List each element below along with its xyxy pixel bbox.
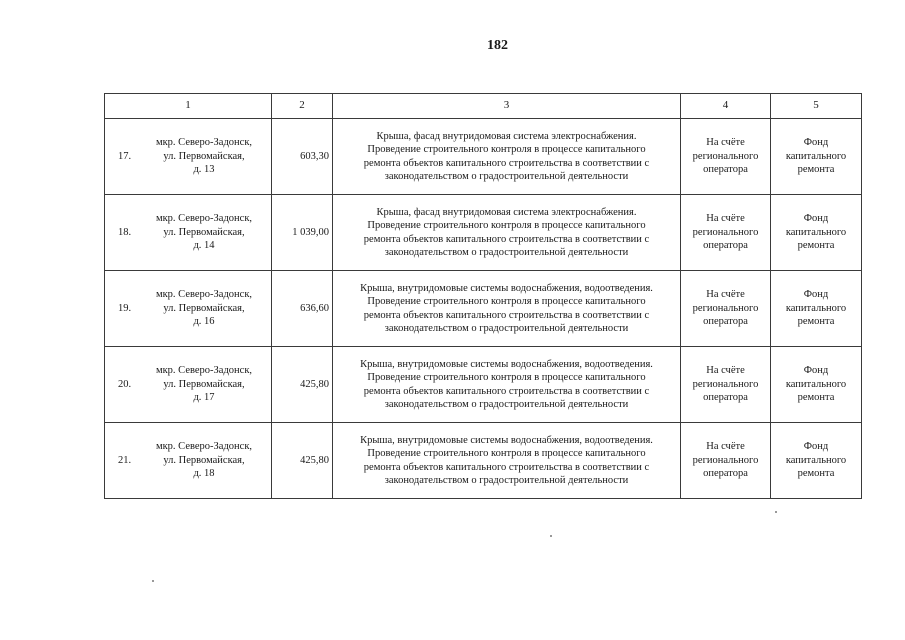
header-cell-2: 2: [272, 94, 333, 119]
work-description-line: ремонта объектов капитального строительства в соответствии с: [363, 461, 650, 473]
header-cell-4: 4: [681, 94, 771, 119]
work-description-line: Крыша, фасад внутридомовая система электроснабжения.: [376, 206, 637, 218]
address-line: ул. Первомайская,: [163, 378, 245, 390]
address-line: мкр. Северо-Задонск,: [155, 289, 253, 301]
header-row: [105, 94, 862, 119]
funding-source-line: ремонта: [797, 164, 835, 176]
address-cell: [105, 423, 272, 499]
funding-source-line: ремонта: [797, 316, 835, 328]
account-line: На счёте: [706, 365, 745, 377]
address-line: мкр. Северо-Задонск,: [155, 137, 253, 149]
funding-source-line: капитального: [785, 226, 847, 238]
scan-speck: [775, 511, 777, 513]
address-line: д. 17: [193, 392, 215, 404]
work-description-line: Крыша, внутридомовые системы водоснабжения, водоотведения.: [360, 358, 653, 370]
work-description-line: Крыша, внутридомовые системы водоснабжения, водоотведения.: [360, 434, 653, 446]
account-line: регионального: [692, 226, 759, 238]
funding-source-line: ремонта: [797, 468, 835, 480]
funding-source-line: Фонд: [803, 441, 829, 453]
area-cell: 636,60: [272, 271, 333, 347]
work-description-line: ремонта объектов капитального строительства в соответствии с: [363, 309, 650, 321]
address-line: д. 14: [193, 240, 215, 252]
address-line: д. 16: [193, 316, 215, 328]
funding-source-line: капитального: [785, 378, 847, 390]
account-cell: [681, 423, 771, 499]
address: [148, 212, 268, 253]
address: [148, 288, 268, 329]
account-line: оператора: [703, 468, 748, 480]
address-cell: [105, 347, 272, 423]
funding-source-line: Фонд: [803, 289, 829, 301]
table-row: [105, 271, 862, 347]
account-line: оператора: [703, 316, 748, 328]
account-line: На счёте: [706, 441, 745, 453]
work-description-line: Проведение строительного контроля в процессе капитального: [367, 144, 646, 155]
address-line: д. 18: [193, 468, 215, 480]
work-description-line: законодательством о градостроительной деятельности: [384, 323, 629, 334]
address-line: мкр. Северо-Задонск,: [155, 441, 253, 453]
header-cell-5: 5: [771, 94, 862, 119]
work-description-line: Проведение строительного контроля в процессе капитального: [367, 448, 646, 459]
row-number: 17.: [118, 150, 132, 162]
account-line: оператора: [703, 240, 748, 252]
row-number: 20.: [118, 378, 132, 390]
work-description-line: ремонта объектов капитального строительства в соответствии с: [363, 157, 650, 169]
funding-source-line: ремонта: [797, 392, 835, 404]
address-cell: [105, 119, 272, 195]
address-cell: [105, 271, 272, 347]
work-description-line: Проведение строительного контроля в процессе капитального: [367, 220, 646, 231]
account-cell: [681, 347, 771, 423]
header-cell-1: 1: [105, 94, 272, 119]
account-line: На счёте: [706, 213, 745, 225]
account-line: оператора: [703, 164, 748, 176]
work-description-line: законодательством о градостроительной деятельности: [384, 247, 629, 258]
account-line: На счёте: [706, 289, 745, 301]
address-line: ул. Первомайская,: [163, 454, 245, 466]
work-description-cell: [333, 347, 681, 423]
account-line: На счёте: [706, 137, 745, 149]
address-line: мкр. Северо-Задонск,: [155, 213, 253, 225]
work-description-line: Крыша, фасад внутридомовая система электроснабжения.: [376, 130, 637, 142]
account-line: регионального: [692, 150, 759, 162]
account-cell: [681, 195, 771, 271]
funding-source-line: капитального: [785, 454, 847, 466]
work-description-line: законодательством о градостроительной деятельности: [384, 475, 629, 486]
page-number: 182: [487, 38, 508, 53]
scan-speck: [550, 535, 552, 537]
work-description-line: ремонта объектов капитального строительства в соответствии с: [363, 385, 650, 397]
work-description-line: Проведение строительного контроля в процессе капитального: [367, 372, 646, 383]
area-cell: 1 039,00: [272, 195, 333, 271]
address-line: ул. Первомайская,: [163, 226, 245, 238]
work-description-line: законодательством о градостроительной деятельности: [384, 171, 629, 182]
table-row: [105, 347, 862, 423]
funding-source-cell: [771, 271, 862, 347]
area-cell: 425,80: [272, 423, 333, 499]
funding-source-cell: [771, 423, 862, 499]
work-description-line: Крыша, внутридомовые системы водоснабжения, водоотведения.: [360, 282, 653, 294]
funding-source-cell: [771, 119, 862, 195]
account-line: регионального: [692, 302, 759, 314]
address: [148, 440, 268, 481]
table-row: [105, 195, 862, 271]
table-row: [105, 119, 862, 195]
table-row: [105, 423, 862, 499]
area-cell: 603,30: [272, 119, 333, 195]
work-description-line: законодательством о градостроительной деятельности: [384, 399, 629, 410]
work-description-cell: [333, 195, 681, 271]
account-line: регионального: [692, 454, 759, 466]
account-cell: [681, 271, 771, 347]
funding-source-line: Фонд: [803, 213, 829, 225]
funding-source-line: Фонд: [803, 137, 829, 149]
works-table: [104, 93, 862, 499]
address-line: д. 13: [193, 164, 215, 176]
funding-source-line: Фонд: [803, 365, 829, 377]
funding-source-line: капитального: [785, 302, 847, 314]
address: [148, 364, 268, 405]
work-description-cell: [333, 423, 681, 499]
address-line: ул. Первомайская,: [163, 150, 245, 162]
header-cell-3: 3: [333, 94, 681, 119]
address-cell: [105, 195, 272, 271]
address: [148, 136, 268, 177]
funding-source-cell: [771, 195, 862, 271]
scan-speck: [152, 580, 154, 582]
funding-source-line: ремонта: [797, 240, 835, 252]
funding-source-cell: [771, 347, 862, 423]
account-line: регионального: [692, 378, 759, 390]
work-description-line: ремонта объектов капитального строительства в соответствии с: [363, 233, 650, 245]
account-cell: [681, 119, 771, 195]
address-line: ул. Первомайская,: [163, 302, 245, 314]
row-number: 18.: [118, 226, 132, 238]
row-number: 19.: [118, 302, 132, 314]
account-line: оператора: [703, 392, 748, 404]
address-line: мкр. Северо-Задонск,: [155, 365, 253, 377]
work-description-cell: [333, 119, 681, 195]
row-number: 21.: [118, 454, 132, 466]
work-description-line: Проведение строительного контроля в процессе капитального: [367, 296, 646, 307]
work-description-cell: [333, 271, 681, 347]
area-cell: 425,80: [272, 347, 333, 423]
funding-source-line: капитального: [785, 150, 847, 162]
